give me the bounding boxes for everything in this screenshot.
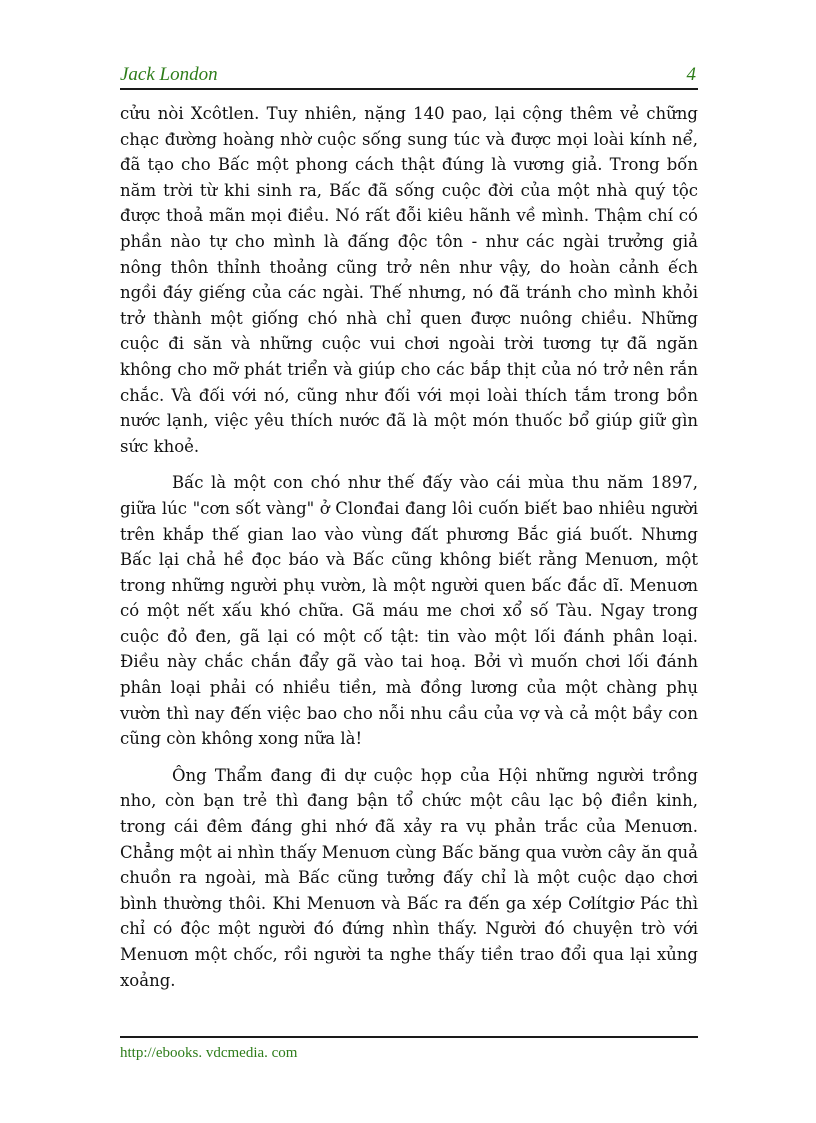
footer-rule: [120, 1036, 698, 1038]
body-text: [120, 101, 698, 1004]
footer-url: http://ebooks. vdcmedia. com: [120, 1045, 298, 1061]
page-number: 4: [686, 64, 696, 85]
paragraph-1: cửu nòi Xcôtlen. Tuy nhiên, nặng 140 pao, lại cộng thêm vẻ chững chạc đường hoàng nhờ cuộc sống sung túc và được mọi loài kính nể, đã tạo cho Bấc một phong cách thật đúng là vương giả. Trong bốn năm trời từ khi sinh ra, Bấc đã sống cuộc đời của một nhà quý tộc được thoả mãn mọi điều. Nó rất đỗi kiêu hãnh về mình. Thậm chí có phần nào tự cho mình là đấng độc tôn - như các ngài trưởng giả nông thôn thỉnh thoảng cũng trở nên như vậy, do hoàn cảnh ếch ngồi đáy giếng của các ngài. Thế nhưng, nó đã tránh cho mình khỏi trở thành một giống chó nhà chỉ quen được nuông chiều. Những cuộc đi săn và những cuộc vui chơi ngoài trời tương tự đã ngăn không cho mỡ phát triển và giúp cho các bắp thịt của nó trở nên rắn chắc. Và đối với nó, cũng như đối với mọi loài thích tắm trong bồn nước lạnh, việc yêu thích nước đã là một món thuốc bổ giúp giữ gìn sức khoẻ.: [120, 104, 698, 456]
paragraph-2: Bấc là một con chó như thế đấy vào cái mùa thu năm 1897, giữa lúc "cơn sốt vàng" ở Clonđai đang lôi cuốn biết bao nhiêu người trên khắp thế gian lao vào vùng đất phương Bắc giá buốt. Nhưng Bấc lại chả hề đọc báo và Bấc cũng không biết rằng Menuơn, một trong những người phụ vườn, là một người quen bấc đắc dĩ. Menuơn có một nết xấu khó chữa. Gã máu me chơi xổ số Tàu. Ngay trong cuộc đỏ đen, gã lại có một cố tật: tin vào một lối đánh phân loại. Điều này chắc chắn đẩy gã vào tai hoạ. Bởi vì muốn chơi lối đánh phân loại phải có nhiều tiền, mà đồng lương của một chàng phụ vườn thì nay đến việc bao cho nỗi nhu cầu của vợ và cả một bầy con cũng còn không xong nữa là!: [120, 473, 698, 749]
paragraph-3: Ông Thẩm đang đi dự cuộc họp của Hội những người trồng nho, còn bạn trẻ thì đang bận tổ chức một câu lạc bộ điền kinh, trong cái đêm đáng ghi nhớ đã xảy ra vụ phản trắc của Menuơn. Chẳng một ai nhìn thấy Menuơn cùng Bấc băng qua vườn cây ăn quả chuồn ra ngoài, mà Bấc cũng tưởng đấy chỉ là một cuộc dạo chơi bình thường thôi. Khi Menuơn và Bấc ra đến ga xép Cơlítgiơ Pác thì chỉ có độc một người đó đứng nhìn thấy. Người đó chuyện trò với Menuơn một chốc, rồi người ta nghe thấy tiền trao đổi qua lại xủng xoảng.: [120, 765, 698, 990]
header-author: Jack London: [120, 64, 218, 85]
page-header: [120, 62, 698, 90]
